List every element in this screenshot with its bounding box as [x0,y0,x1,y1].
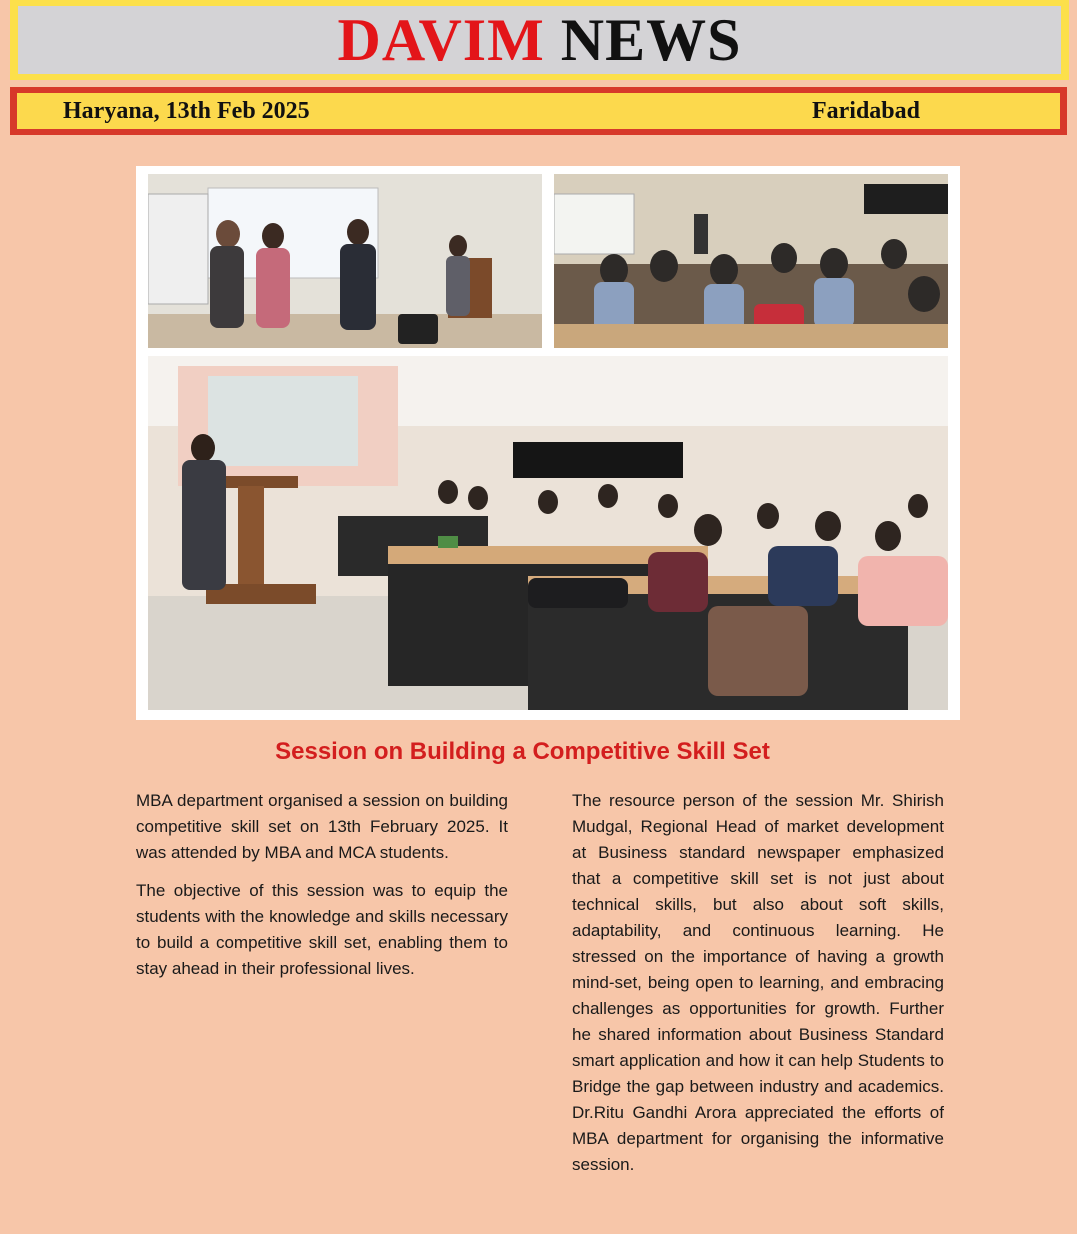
title-davim: DAVIM [337,7,545,73]
photo-collage [136,166,960,720]
newspaper-title [337,7,742,73]
paragraph: MBA department organised a session on building competitive skill set on 13th February 2025. It was attended by MBA and MCA students. [136,791,508,862]
article-column-left [136,788,508,994]
paragraph: The objective of this session was to equip the students with the knowledge and skills necessary to build a competitive skill set, enabling them to stay ahead in their professional lives. [136,881,508,978]
title-news: NEWS [560,7,742,73]
photo-felicitation [148,174,542,348]
dateline-inner [17,93,1060,129]
masthead [10,0,1069,80]
article-column-right [572,788,944,1190]
photo-audience [554,174,948,348]
article-headline: Session on Building a Competitive Skill Set [275,738,770,765]
photo-session-speaker [148,356,948,710]
dateline-bar [10,87,1067,135]
dateline-city: Faridabad [811,97,920,124]
paragraph: The resource person of the session Mr. Shirish Mudgal, Regional Head of market development at Business standard newspaper emphasized that a competitive skill set is not just about technical skills, but also about soft skills, adaptability, and continuous learning. He stressed on the importance of having a growth mind-set, being open to learning, and embracing challenges as opportunities for growth. Further he shared information about Business Standard smart application and how it can help Students to Bridge the gap between industry and academics. Dr.Ritu Gandhi Arora appreciated the efforts of MBA department for organising the informative session. [572,791,944,1174]
masthead-banner [18,6,1061,74]
dateline-location-date: Haryana, 13th Feb 2025 [63,97,310,124]
